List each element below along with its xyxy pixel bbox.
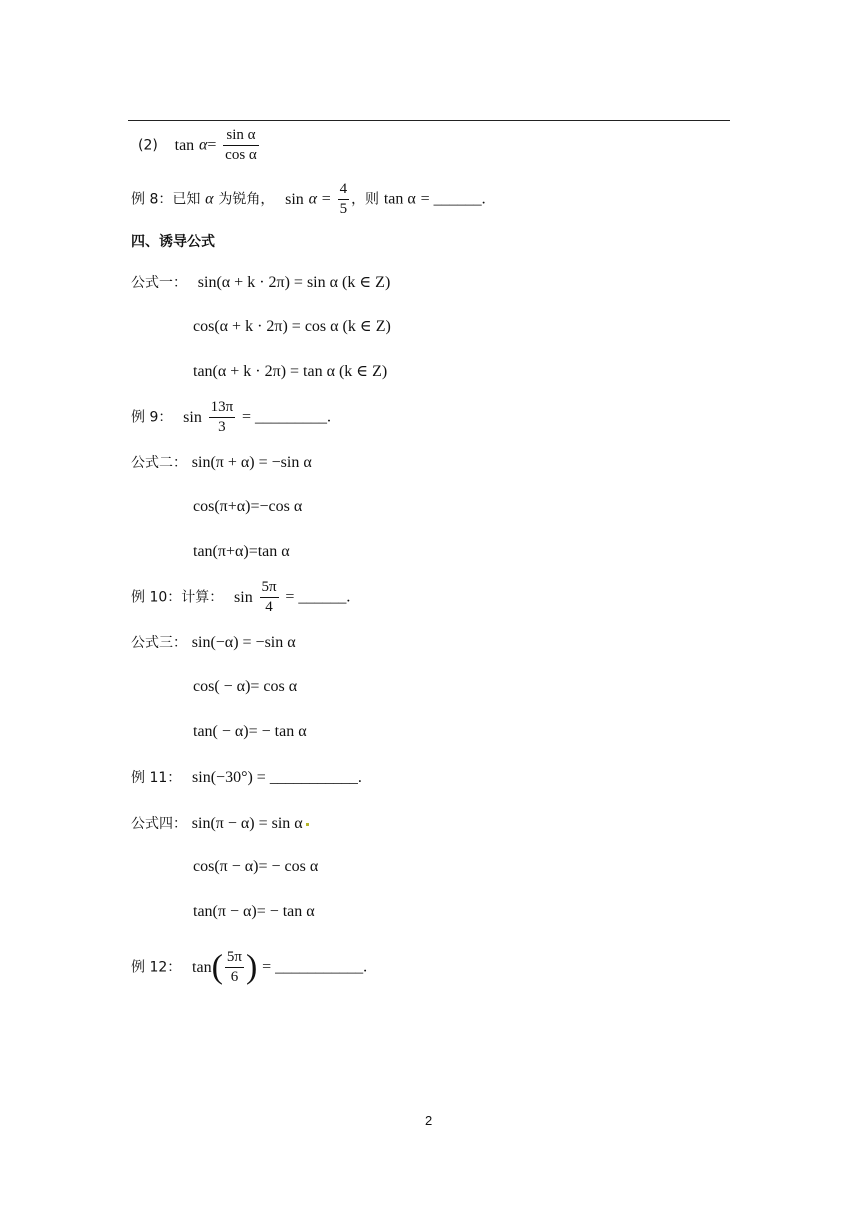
example-8-numerator: 4 [338,180,350,200]
formula-4-cos: cos(π − α)= − cos α [193,858,319,875]
item-2-denominator: cos α [225,147,257,163]
formula-4-tan: tan(π − α)= − tan α [193,903,315,920]
formula-1-cos: cos(α + k · 2π) = cos α (k ∈ Z) [193,318,391,335]
example-8-label: 例 8：已知 [131,191,201,208]
formula-1-label: 公式一： [131,275,187,291]
example-9-fraction [209,398,236,437]
right-paren: ) [246,948,258,986]
example-12-fn: tan [192,958,212,976]
formula-4-sin: sin(π − α) = sin α [191,815,303,832]
formula-2-sin: sin(π + α) = −sin α [191,454,312,471]
example-12-numerator: 5π [225,948,244,968]
section-heading: 四、诱导公式 [131,234,215,250]
formula-3-cos: cos( − α)= cos α [193,678,298,695]
example-10-numerator: 5π [260,578,279,598]
example-9 [131,398,331,437]
example-8-alpha-2: α [308,190,317,208]
example-9-denominator: 3 [218,419,226,435]
example-12 [131,948,367,987]
formula-4-line-1 [131,813,309,834]
page-number: 2 [425,1113,433,1128]
formula-2-cos: cos(π+α)=−cos α [193,498,303,515]
example-11-expr: sin(−30°) = ___________. [192,769,362,786]
example-10-fn: sin [234,588,253,606]
example-10-fraction [260,578,279,617]
example-8 [131,180,486,219]
example-8-text-3: ，则 [351,191,380,208]
header-rule [128,120,730,121]
item-2-label: (2) [138,137,158,154]
item-2-eq: = [207,136,217,154]
formula-3-sin: sin(−α) = −sin α [191,634,296,651]
formula-3-tan: tan( − α)= − tan α [193,723,307,740]
example-9-numerator: 13π [209,398,236,418]
example-8-tan: tan α [383,190,416,208]
example-10 [131,578,350,617]
example-10-blank: = ______. [285,588,351,606]
formula-1-sin: sin(α + k · 2π) = sin α (k ∈ Z) [197,274,391,291]
example-9-label: 例 9： [131,409,173,426]
example-8-denominator: 5 [339,201,348,217]
example-11 [131,767,362,788]
marker-dot-icon [306,823,309,826]
item-2-lhs: tan [174,136,195,154]
example-8-sin: sin [285,190,304,208]
example-8-blank: = ______. [420,190,486,208]
formula-1-line-1 [131,272,390,293]
example-8-fraction [338,180,350,219]
example-9-fn: sin [183,408,202,426]
formula-2-label: 公式二： [131,455,187,471]
example-12-blank: = ___________. [262,958,368,976]
formula-3-label: 公式三： [131,635,187,651]
item-2-formula [138,126,261,165]
example-11-label: 例 11： [131,770,182,786]
formula-1-tan: tan(α + k · 2π) = tan α (k ∈ Z) [193,363,388,380]
example-10-label: 例 10：计算： [131,589,224,606]
example-9-blank: = _________. [241,408,331,426]
item-2-numerator: sin α [223,126,259,146]
example-12-fraction [225,948,244,987]
formula-2-line-1 [131,452,312,473]
item-2-alpha: α [198,136,208,154]
left-paren: ( [211,948,223,986]
formula-2-tan: tan(π+α)=tan α [193,543,290,560]
example-12-denominator: 6 [230,969,239,985]
example-12-label: 例 12： [131,959,182,976]
formula-4-label: 公式四： [131,816,187,832]
example-10-denominator: 4 [265,599,273,615]
example-8-text: 为锐角， [218,191,275,208]
example-8-alpha: α [205,190,214,208]
example-8-eq: = [321,190,331,208]
item-2-fraction [223,126,259,165]
formula-3-line-1 [131,632,296,653]
